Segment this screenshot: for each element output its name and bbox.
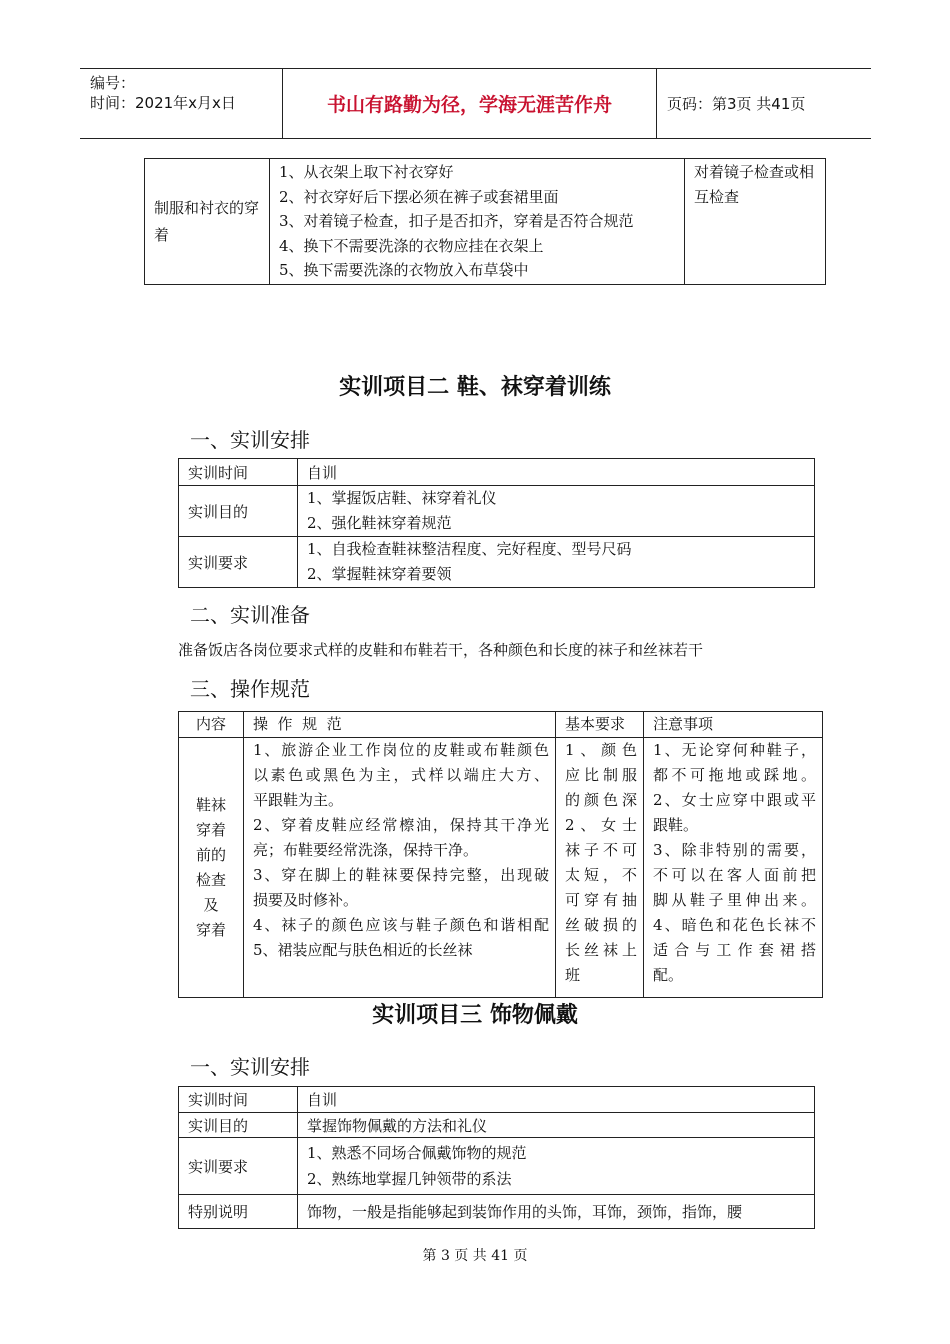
op-note-line: 3、除非特别的需要， — [653, 841, 816, 859]
op-basic-line: 太短，不 — [565, 866, 637, 884]
op-basic-line: 2、女士 — [565, 816, 637, 834]
arrangement-value — [298, 537, 815, 588]
arrangement-line: 2、熟练地掌握几钟领带的系法 — [307, 1170, 512, 1188]
op-basic-line: 应比制服 — [565, 766, 637, 784]
op-note-line: 1、无论穿何种鞋子， — [653, 741, 816, 759]
arrangement-label: 实训时间 — [179, 1087, 298, 1113]
arrangement-label: 实训要求 — [179, 1138, 298, 1195]
page-header — [80, 68, 871, 139]
op-spec-line: 亮；布鞋要经常洗涤，保持干净。 — [253, 841, 479, 859]
op-basic-line: 丝破损的 — [565, 916, 637, 934]
uniform-steps — [270, 159, 685, 285]
op-note-line: 脚从鞋子里伸出来。 — [653, 891, 816, 909]
arrangement-value: 饰物，一般是指能够起到装饰作用的头饰，耳饰，颈饰，指饰，腰 — [298, 1195, 815, 1229]
op-spec-line: 平跟鞋为主。 — [253, 791, 344, 809]
arrangement-value — [298, 486, 815, 537]
op-item-line: 鞋袜 — [195, 795, 226, 814]
project2-section-operation: 三、操作规范 — [190, 677, 310, 701]
op-header: 内容 — [179, 712, 244, 738]
op-spec-line: 4、袜子的颜色应该与鞋子颜色和谐相配 — [253, 916, 549, 934]
op-note-line: 都不可拖地或踩地。 — [653, 766, 816, 784]
op-note-line: 配。 — [653, 966, 684, 984]
arrangement-label: 实训目的 — [179, 486, 298, 537]
project2-section-preparation: 二、实训准备 — [190, 603, 310, 627]
op-header: 操 作 规 范 — [244, 712, 556, 738]
uniform-step: 5、换下需要洗涤的衣物放入布草袋中 — [279, 261, 529, 279]
header-page-info: 页码：第3页 共41页 — [667, 95, 806, 113]
uniform-step: 4、换下不需要洗涤的衣物应挂在衣架上 — [279, 236, 544, 255]
op-item-line: 穿着 — [195, 820, 226, 839]
op-spec — [244, 738, 556, 998]
op-item-line: 检查 — [195, 870, 226, 889]
op-note-line: 2、女士应穿中跟或平 — [653, 791, 816, 809]
project2-arrangement-table — [178, 458, 815, 588]
op-item-line: 前的 — [195, 845, 226, 864]
uniform-step: 1、从衣架上取下衬衣穿好 — [279, 163, 454, 181]
op-header: 基本要求 — [556, 712, 644, 738]
arrangement-value — [298, 1138, 815, 1195]
project3-title: 实训项目三 饰物佩戴 — [372, 1003, 578, 1028]
arrangement-label: 实训要求 — [179, 537, 298, 588]
number-label: 编号： — [90, 74, 136, 92]
project2-title: 实训项目二 鞋、袜穿着训练 — [339, 375, 611, 400]
arrangement-line: 2、掌握鞋袜穿着要领 — [307, 565, 452, 583]
uniform-table — [144, 158, 826, 285]
arrangement-label: 实训时间 — [179, 459, 298, 486]
uniform-step: 3、对着镜子检查，扣子是否扣齐，穿着是否符合规范 — [279, 212, 634, 230]
op-basic-line: 长丝袜上 — [565, 941, 637, 959]
operation-table — [178, 711, 823, 998]
op-spec-line: 5、裙装应配与肤色相近的长丝袜 — [253, 941, 473, 959]
op-item — [179, 738, 244, 998]
header-meta — [80, 69, 282, 138]
uniform-step: 2、衬衣穿好后下摆必须在裤子或套裙里面 — [279, 187, 559, 206]
op-basic-line: 班 — [565, 966, 581, 984]
op-header: 注意事项 — [644, 712, 823, 738]
op-note-line: 跟鞋。 — [653, 816, 699, 834]
project2-section-arrangement: 一、实训安排 — [190, 428, 310, 452]
project3-section-arrangement: 一、实训安排 — [190, 1055, 310, 1079]
op-basic-line: 1、颜色 — [565, 741, 637, 759]
arrangement-label: 特别说明 — [179, 1195, 298, 1229]
op-note — [644, 738, 823, 998]
uniform-item: 制服和衬衣的穿着 — [145, 159, 270, 285]
op-spec-line: 3、穿在脚上的鞋袜要保持完整，出现破 — [253, 866, 549, 884]
uniform-note: 对着镜子检查或相互检查 — [685, 159, 826, 285]
op-basic-line: 可穿有抽 — [565, 891, 637, 909]
arrangement-value: 自训 — [298, 459, 815, 486]
op-spec-line: 以素色或黑色为主，式样以端庄大方、 — [253, 766, 549, 784]
header-motto: 书山有路勤为径，学海无涯苦作舟 — [282, 69, 657, 138]
op-spec-line: 损要及时修补。 — [253, 891, 359, 909]
op-spec-line: 2、穿着皮鞋应经常檫油，保持其干净光 — [253, 816, 549, 834]
arrangement-line: 1、掌握饭店鞋、袜穿着礼仪 — [307, 489, 497, 507]
op-note-line: 4、暗色和花色长袜不 — [653, 916, 816, 934]
page-footer: 第 3 页 共 41 页 — [422, 1248, 528, 1264]
op-item-line: 及 — [203, 895, 219, 914]
arrangement-value: 自训 — [298, 1087, 815, 1113]
time-line: 时间：2021年x月x日 — [90, 94, 236, 112]
project3-arrangement-table — [178, 1086, 815, 1229]
arrangement-value: 掌握饰物佩戴的方法和礼仪 — [298, 1113, 815, 1138]
op-basic-line: 的颜色深 — [565, 791, 637, 809]
arrangement-line: 1、自我检查鞋袜整洁程度、完好程度、型号尺码 — [307, 540, 632, 558]
preparation-text: 准备饭店各岗位要求式样的皮鞋和布鞋若干，各种颜色和长度的袜子和丝袜若干 — [178, 641, 704, 659]
op-note-line: 不可以在客人面前把 — [653, 866, 816, 884]
op-note-line: 适合与工作套裙搭 — [653, 941, 816, 959]
arrangement-line: 1、熟悉不同场合佩戴饰物的规范 — [307, 1144, 527, 1162]
op-basic — [556, 738, 644, 998]
op-item-line: 穿着 — [195, 920, 226, 939]
arrangement-line: 2、强化鞋袜穿着规范 — [307, 514, 452, 532]
arrangement-label: 实训目的 — [179, 1113, 298, 1138]
op-basic-line: 袜子不可 — [565, 841, 637, 859]
op-spec-line: 1、旅游企业工作岗位的皮鞋或布鞋颜色 — [253, 741, 549, 759]
